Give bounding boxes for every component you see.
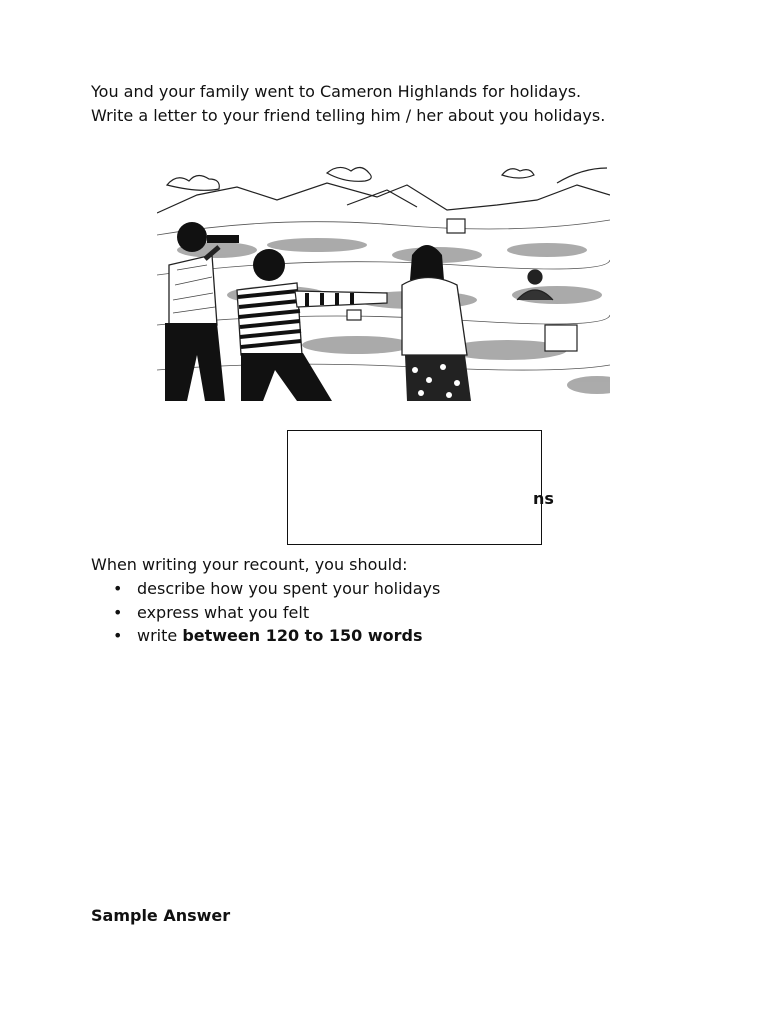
bullet-icon: • [113, 579, 123, 598]
box-text-fragment: ns [533, 489, 554, 508]
prompt-line-2: Write a letter to your friend telling him / her about you holidays. [91, 106, 606, 125]
family-sightseeing-illustration [157, 155, 610, 401]
list-item [113, 601, 440, 625]
blank-answer-box [287, 430, 542, 545]
instructions-intro: When writing your recount, you should: [91, 555, 408, 574]
list-item [113, 624, 440, 648]
list-item-text: describe how you spent your holidays [137, 579, 441, 598]
instructions-list [113, 577, 440, 648]
list-item [113, 577, 440, 601]
mother [402, 245, 471, 401]
prompt-line-1: You and your family went to Cameron Highlands for holidays. [91, 82, 582, 101]
boy-pointing [237, 249, 387, 401]
list-item-text: express what you felt [137, 602, 310, 622]
bullet-icon: • [113, 602, 123, 622]
sky-scene [157, 167, 610, 213]
bullet-icon: • [113, 626, 123, 645]
sample-answer-heading: Sample Answer [91, 906, 231, 925]
word-count-requirement: between 120 to 150 words [182, 626, 423, 645]
list-item-text: write [137, 626, 183, 645]
